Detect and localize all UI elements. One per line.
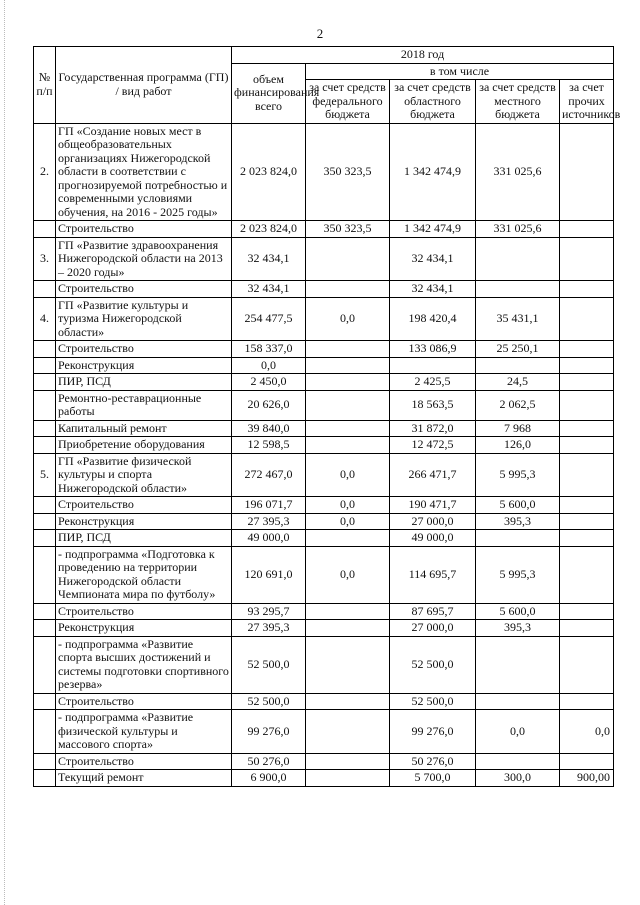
total-funding: 49 000,0 <box>232 530 306 547</box>
federal-budget <box>306 710 390 754</box>
federal-budget <box>306 693 390 710</box>
total-funding: 6 900,0 <box>232 770 306 787</box>
table-row <box>34 420 614 437</box>
local-budget <box>476 530 560 547</box>
federal-budget <box>306 390 390 420</box>
other-sources <box>560 297 614 341</box>
federal-budget: 0,0 <box>306 297 390 341</box>
row-number <box>34 420 56 437</box>
local-budget: 331 025,6 <box>476 221 560 238</box>
total-funding: 2 023 824,0 <box>232 221 306 238</box>
row-number <box>34 530 56 547</box>
local-budget: 0,0 <box>476 710 560 754</box>
regional-budget: 52 500,0 <box>390 693 476 710</box>
total-funding: 27 395,3 <box>232 620 306 637</box>
regional-budget: 114 695,7 <box>390 546 476 603</box>
other-sources <box>560 341 614 358</box>
total-funding: 2 450,0 <box>232 374 306 391</box>
other-sources <box>560 513 614 530</box>
program-name: Реконструкция <box>56 513 232 530</box>
total-funding: 27 395,3 <box>232 513 306 530</box>
program-name: ПИР, ПСД <box>56 530 232 547</box>
federal-budget <box>306 281 390 298</box>
other-sources <box>560 753 614 770</box>
regional-budget: 1 342 474,9 <box>390 123 476 221</box>
row-number <box>34 753 56 770</box>
program-name: Приобретение оборудования <box>56 437 232 454</box>
local-budget: 5 995,3 <box>476 453 560 497</box>
local-budget <box>476 753 560 770</box>
total-funding: 20 626,0 <box>232 390 306 420</box>
header-other: за счет прочих источников <box>560 80 614 124</box>
federal-budget: 0,0 <box>306 497 390 514</box>
local-budget: 35 431,1 <box>476 297 560 341</box>
federal-budget: 350 323,5 <box>306 123 390 221</box>
local-budget: 2 062,5 <box>476 390 560 420</box>
local-budget <box>476 357 560 374</box>
total-funding: 93 295,7 <box>232 603 306 620</box>
federal-budget <box>306 357 390 374</box>
federal-budget <box>306 437 390 454</box>
other-sources: 0,0 <box>560 710 614 754</box>
other-sources <box>560 237 614 281</box>
other-sources: 900,00 <box>560 770 614 787</box>
federal-budget <box>306 374 390 391</box>
program-name: Строительство <box>56 497 232 514</box>
table-row <box>34 710 614 754</box>
local-budget: 300,0 <box>476 770 560 787</box>
other-sources <box>560 546 614 603</box>
local-budget <box>476 281 560 298</box>
program-name: Реконструкция <box>56 357 232 374</box>
row-number <box>34 693 56 710</box>
program-name: - подпрограмма «Развитие спорта высших достижений и системы подготовки спортивного резерва» <box>56 636 232 693</box>
program-name: Реконструкция <box>56 620 232 637</box>
table-row <box>34 374 614 391</box>
local-budget: 7 968 <box>476 420 560 437</box>
total-funding: 272 467,0 <box>232 453 306 497</box>
regional-budget: 2 425,5 <box>390 374 476 391</box>
total-funding: 32 434,1 <box>232 237 306 281</box>
program-name: Строительство <box>56 341 232 358</box>
row-number <box>34 636 56 693</box>
row-number <box>34 390 56 420</box>
program-name: Капитальный ремонт <box>56 420 232 437</box>
row-number <box>34 513 56 530</box>
table-row <box>34 693 614 710</box>
other-sources <box>560 530 614 547</box>
total-funding: 50 276,0 <box>232 753 306 770</box>
federal-budget: 0,0 <box>306 513 390 530</box>
program-name: ПИР, ПСД <box>56 374 232 391</box>
total-funding: 0,0 <box>232 357 306 374</box>
page-number: 2 <box>316 26 324 41</box>
table-row <box>34 620 614 637</box>
other-sources <box>560 374 614 391</box>
regional-budget: 198 420,4 <box>390 297 476 341</box>
table-row <box>34 237 614 281</box>
header-program: Государственная программа (ГП) / вид работ <box>56 47 232 124</box>
regional-budget: 18 563,5 <box>390 390 476 420</box>
program-name: ГП «Развитие культуры и туризма Нижегородской области» <box>56 297 232 341</box>
regional-budget: 32 434,1 <box>390 281 476 298</box>
row-number <box>34 374 56 391</box>
regional-budget: 5 700,0 <box>390 770 476 787</box>
total-funding: 196 071,7 <box>232 497 306 514</box>
table-row <box>34 453 614 497</box>
table-row <box>34 753 614 770</box>
program-name: Строительство <box>56 281 232 298</box>
federal-budget: 0,0 <box>306 453 390 497</box>
header-regional: за счет средств областного бюджета <box>390 80 476 124</box>
total-funding: 254 477,5 <box>232 297 306 341</box>
total-funding: 52 500,0 <box>232 636 306 693</box>
local-budget: 5 600,0 <box>476 497 560 514</box>
federal-budget <box>306 603 390 620</box>
page-edge-line <box>4 0 6 905</box>
row-number <box>34 357 56 374</box>
total-funding: 2 023 824,0 <box>232 123 306 221</box>
row-number: 3. <box>34 237 56 281</box>
row-number <box>34 546 56 603</box>
local-budget: 395,3 <box>476 513 560 530</box>
table-row <box>34 513 614 530</box>
row-number <box>34 770 56 787</box>
other-sources <box>560 636 614 693</box>
regional-budget: 133 086,9 <box>390 341 476 358</box>
program-name: ГП «Развитие физической культуры и спорта Нижегородской области» <box>56 453 232 497</box>
federal-budget <box>306 341 390 358</box>
program-name: Ремонтно-реставрационные работы <box>56 390 232 420</box>
table-row <box>34 341 614 358</box>
table-row <box>34 390 614 420</box>
total-funding: 158 337,0 <box>232 341 306 358</box>
regional-budget: 190 471,7 <box>390 497 476 514</box>
regional-budget: 31 872,0 <box>390 420 476 437</box>
other-sources <box>560 603 614 620</box>
local-budget <box>476 237 560 281</box>
other-sources <box>560 420 614 437</box>
program-name: Строительство <box>56 221 232 238</box>
program-name: - подпрограмма «Подготовка к проведению на территории Нижегородской области Чемпионата мира по футболу» <box>56 546 232 603</box>
regional-budget: 27 000,0 <box>390 620 476 637</box>
total-funding: 99 276,0 <box>232 710 306 754</box>
federal-budget <box>306 753 390 770</box>
local-budget: 5 600,0 <box>476 603 560 620</box>
federal-budget <box>306 237 390 281</box>
row-number <box>34 341 56 358</box>
row-number <box>34 620 56 637</box>
regional-budget: 12 472,5 <box>390 437 476 454</box>
regional-budget <box>390 357 476 374</box>
table-header <box>34 47 621 124</box>
row-number <box>34 437 56 454</box>
header-year: 2018 год <box>232 47 614 64</box>
total-funding: 39 840,0 <box>232 420 306 437</box>
other-sources <box>560 123 614 221</box>
row-number: 4. <box>34 297 56 341</box>
other-sources <box>560 620 614 637</box>
regional-budget: 50 276,0 <box>390 753 476 770</box>
regional-budget: 87 695,7 <box>390 603 476 620</box>
header-total: объем финансирования всего <box>232 63 306 123</box>
other-sources <box>560 437 614 454</box>
program-name: Строительство <box>56 603 232 620</box>
program-name: Строительство <box>56 693 232 710</box>
federal-budget <box>306 636 390 693</box>
local-budget <box>476 636 560 693</box>
table-row <box>34 770 614 787</box>
federal-budget <box>306 530 390 547</box>
regional-budget: 27 000,0 <box>390 513 476 530</box>
row-number <box>34 497 56 514</box>
row-number <box>34 221 56 238</box>
local-budget: 126,0 <box>476 437 560 454</box>
header-including: в том числе <box>306 63 614 80</box>
regional-budget: 99 276,0 <box>390 710 476 754</box>
program-name: ГП «Развитие здравоохранения Нижегородской области на 2013 – 2020 годы» <box>56 237 232 281</box>
federal-budget <box>306 620 390 637</box>
federal-budget <box>306 770 390 787</box>
table-row <box>34 281 614 298</box>
local-budget: 5 995,3 <box>476 546 560 603</box>
total-funding: 52 500,0 <box>232 693 306 710</box>
local-budget: 24,5 <box>476 374 560 391</box>
program-name: Текущий ремонт <box>56 770 232 787</box>
row-number <box>34 281 56 298</box>
other-sources <box>560 693 614 710</box>
regional-budget: 52 500,0 <box>390 636 476 693</box>
other-sources <box>560 453 614 497</box>
total-funding: 120 691,0 <box>232 546 306 603</box>
program-name: Строительство <box>56 753 232 770</box>
federal-budget: 0,0 <box>306 546 390 603</box>
local-budget: 25 250,1 <box>476 341 560 358</box>
regional-budget: 32 434,1 <box>390 237 476 281</box>
other-sources <box>560 357 614 374</box>
budget-table <box>33 46 621 787</box>
other-sources <box>560 390 614 420</box>
table-row <box>34 546 614 603</box>
program-name: - подпрограмма «Развитие физической культуры и массового спорта» <box>56 710 232 754</box>
table-row <box>34 497 614 514</box>
table-row <box>34 636 614 693</box>
regional-budget: 1 342 474,9 <box>390 221 476 238</box>
table-row <box>34 603 614 620</box>
table-row <box>34 357 614 374</box>
row-number <box>34 710 56 754</box>
local-budget <box>476 693 560 710</box>
federal-budget: 350 323,5 <box>306 221 390 238</box>
regional-budget: 266 471,7 <box>390 453 476 497</box>
total-funding: 32 434,1 <box>232 281 306 298</box>
table-row <box>34 530 614 547</box>
row-number: 5. <box>34 453 56 497</box>
header-num: № п/п <box>34 47 56 124</box>
header-local: за счет средств местного бюджета <box>476 80 560 124</box>
federal-budget <box>306 420 390 437</box>
other-sources <box>560 221 614 238</box>
table-row <box>34 123 614 221</box>
regional-budget: 49 000,0 <box>390 530 476 547</box>
table-body <box>34 123 614 786</box>
total-funding: 12 598,5 <box>232 437 306 454</box>
row-number <box>34 603 56 620</box>
table-row <box>34 297 614 341</box>
other-sources <box>560 497 614 514</box>
local-budget: 331 025,6 <box>476 123 560 221</box>
header-federal: за счет средств федерального бюджета <box>306 80 390 124</box>
other-sources <box>560 281 614 298</box>
table-row <box>34 221 614 238</box>
row-number: 2. <box>34 123 56 221</box>
table-row <box>34 437 614 454</box>
local-budget: 395,3 <box>476 620 560 637</box>
program-name: ГП «Создание новых мест в общеобразовательных организациях Нижегородской области в соответствии с прогнозируемой потребностью и современными условиями обучения, на 2016 - 2025 годы» <box>56 123 232 221</box>
